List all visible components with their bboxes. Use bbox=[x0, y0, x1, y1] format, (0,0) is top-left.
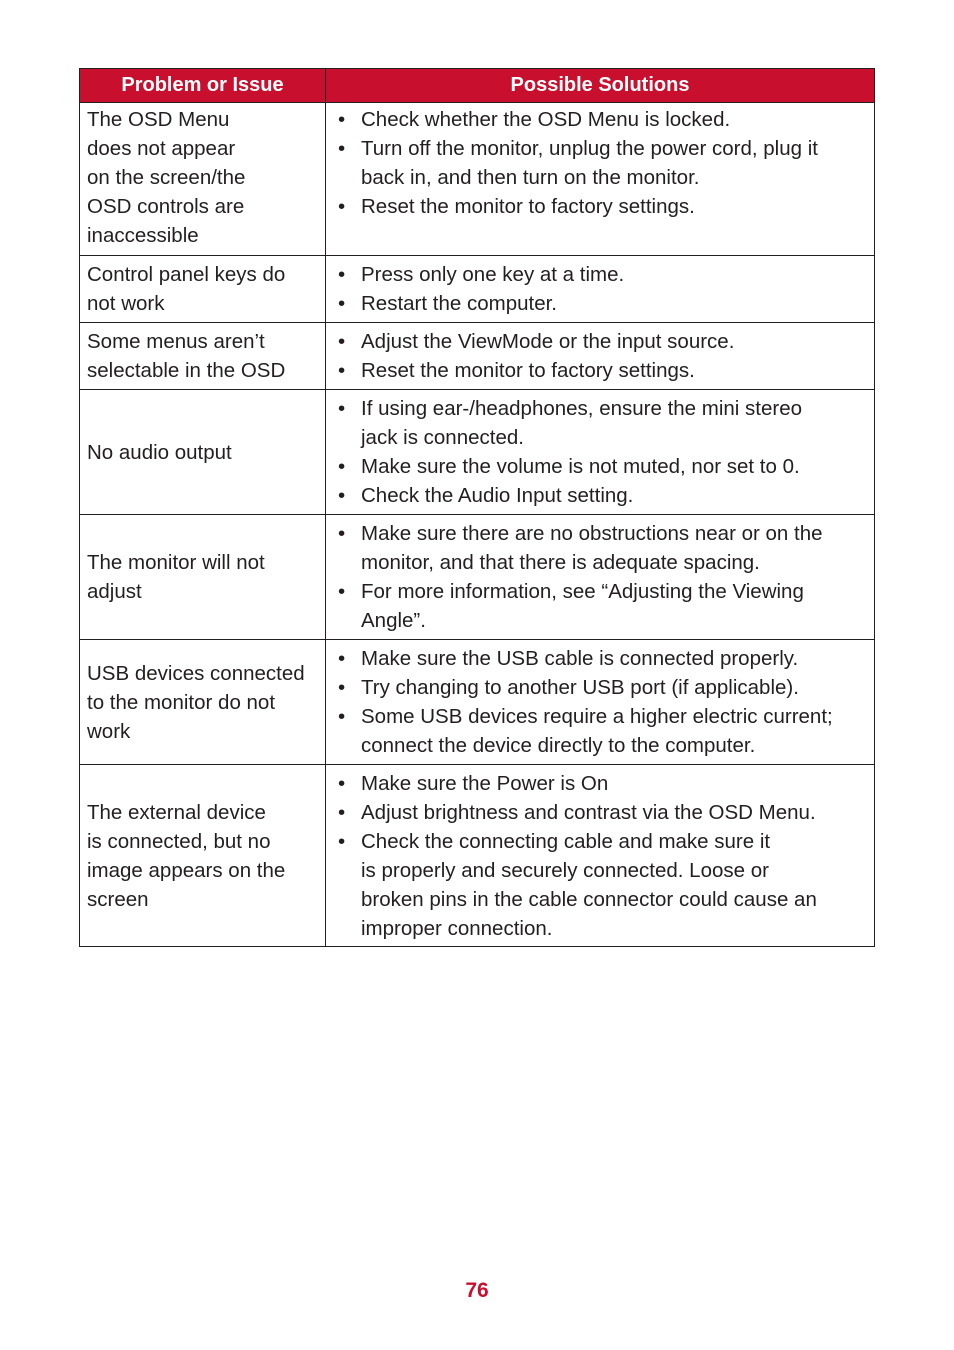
problem-text-line: on the screen/the bbox=[87, 166, 246, 189]
solution-list bbox=[338, 519, 868, 635]
problem-text-line: work bbox=[87, 719, 131, 743]
problem-text-line: USB devices connected bbox=[87, 661, 305, 685]
bullet-icon: • bbox=[338, 705, 346, 728]
problem-text-line: adjust bbox=[87, 580, 142, 603]
solution-text-line: jack is connected. bbox=[361, 426, 524, 449]
solution-text-line: monitor, and that there is adequate spacing. bbox=[361, 551, 760, 574]
table-row bbox=[80, 390, 875, 515]
bullet-icon: • bbox=[338, 359, 346, 382]
problem-text-line: does not appear bbox=[87, 137, 236, 160]
solution-item bbox=[338, 134, 868, 192]
bullet-icon: • bbox=[338, 455, 346, 478]
header-problem: Problem or Issue bbox=[80, 69, 326, 103]
solution-text-line: Make sure the volume is not muted, nor set to 0. bbox=[361, 455, 800, 478]
solution-text-line: Reset the monitor to factory settings. bbox=[361, 359, 695, 382]
solution-text-line: If using ear-/headphones, ensure the mini stereo bbox=[361, 397, 803, 420]
solution-text-line: Angle”. bbox=[361, 609, 426, 632]
solution-item bbox=[338, 394, 868, 452]
solution-text-line: Press only one key at a time. bbox=[361, 263, 625, 286]
problem-text-line: screen bbox=[87, 887, 149, 911]
bullet-icon: • bbox=[338, 292, 346, 315]
bullet-icon: • bbox=[338, 108, 346, 131]
bullet-icon: • bbox=[338, 263, 346, 286]
solution-text-line: Check whether the OSD Menu is locked. bbox=[361, 108, 731, 131]
problem-text-line: The OSD Menu bbox=[87, 108, 230, 131]
solution-list bbox=[338, 644, 868, 760]
header-solutions: Possible Solutions bbox=[326, 69, 875, 103]
table-row bbox=[80, 103, 875, 256]
bullet-icon: • bbox=[338, 484, 346, 507]
problem-cell bbox=[80, 765, 326, 947]
solution-item bbox=[338, 673, 868, 702]
problem-text-line: The monitor will not bbox=[87, 551, 265, 574]
solution-item bbox=[338, 327, 868, 356]
solution-item bbox=[338, 481, 868, 510]
problem-text-line: OSD controls are bbox=[87, 195, 245, 218]
solutions-cell bbox=[326, 390, 875, 515]
solution-item bbox=[338, 260, 868, 289]
solutions-cell bbox=[326, 640, 875, 765]
problem-cell bbox=[80, 256, 326, 323]
bullet-icon: • bbox=[338, 137, 346, 160]
solution-item bbox=[338, 702, 868, 760]
solution-item bbox=[338, 519, 868, 577]
solution-text-line: For more information, see “Adjusting the Viewing bbox=[361, 580, 804, 603]
problem-text-line: Control panel keys do bbox=[87, 263, 286, 286]
bullet-icon: • bbox=[338, 522, 346, 545]
problem-cell bbox=[80, 103, 326, 256]
solution-text-line: improper connection. bbox=[361, 916, 553, 940]
solutions-cell bbox=[326, 765, 875, 947]
solution-text-line: back in, and then turn on the monitor. bbox=[361, 166, 700, 189]
solution-text-line: Some USB devices require a higher electric current; bbox=[361, 705, 833, 728]
solutions-cell bbox=[326, 256, 875, 323]
solution-item bbox=[338, 827, 868, 943]
solution-text-line: Adjust brightness and contrast via the OSD Menu. bbox=[361, 800, 816, 824]
solution-text-line: Check the connecting cable and make sure it bbox=[361, 829, 771, 853]
solution-text-line: Try changing to another USB port (if applicable). bbox=[361, 676, 799, 699]
table-row bbox=[80, 256, 875, 323]
problem-cell bbox=[80, 323, 326, 390]
solution-list bbox=[338, 394, 868, 510]
solutions-cell bbox=[326, 323, 875, 390]
solution-text-line: Restart the computer. bbox=[361, 292, 557, 315]
solution-item bbox=[338, 452, 868, 481]
problem-text-line: is connected, but no bbox=[87, 829, 271, 853]
problem-text-line: image appears on the bbox=[87, 858, 286, 882]
solution-item bbox=[338, 577, 868, 635]
solution-text-line: broken pins in the cable connector could cause an bbox=[361, 887, 817, 911]
problem-text-line: selectable in the OSD bbox=[87, 359, 286, 382]
solution-text-line: Make sure the Power is On bbox=[361, 771, 609, 795]
solution-text-line: Turn off the monitor, unplug the power cord, plug it bbox=[361, 137, 818, 160]
solution-text-line: Adjust the ViewMode or the input source. bbox=[361, 330, 735, 353]
table-row bbox=[80, 640, 875, 765]
solutions-cell bbox=[326, 103, 875, 256]
solution-text-line: is properly and securely connected. Loose or bbox=[361, 858, 769, 882]
solution-list bbox=[338, 260, 868, 318]
bullet-icon: • bbox=[338, 829, 346, 853]
solution-text-line: connect the device directly to the computer. bbox=[361, 734, 756, 757]
solution-item bbox=[338, 192, 868, 221]
bullet-icon: • bbox=[338, 800, 346, 824]
bullet-icon: • bbox=[338, 397, 346, 420]
bullet-icon: • bbox=[338, 195, 346, 218]
solution-list bbox=[338, 105, 868, 221]
table-row bbox=[80, 765, 875, 947]
solutions-cell bbox=[326, 515, 875, 640]
bullet-icon: • bbox=[338, 330, 346, 353]
solution-list bbox=[338, 327, 868, 385]
problem-text-line: inaccessible bbox=[87, 224, 199, 247]
bullet-icon: • bbox=[338, 771, 346, 795]
problem-text-line: The external device bbox=[87, 800, 266, 824]
solution-item bbox=[338, 644, 868, 673]
problem-cell bbox=[80, 515, 326, 640]
solution-item bbox=[338, 289, 868, 318]
solution-text-line: Make sure there are no obstructions near or on the bbox=[361, 522, 823, 545]
solution-item bbox=[338, 105, 868, 134]
troubleshooting-table bbox=[79, 68, 875, 947]
solution-text-line: Make sure the USB cable is connected properly. bbox=[361, 647, 799, 670]
solution-item bbox=[338, 769, 868, 798]
problem-text-line: to the monitor do not bbox=[87, 690, 276, 714]
table-body bbox=[80, 103, 875, 947]
solution-text-line: Check the Audio Input setting. bbox=[361, 484, 634, 507]
problem-text-line: Some menus aren’t bbox=[87, 330, 265, 353]
problem-cell bbox=[80, 390, 326, 515]
solution-list bbox=[338, 769, 868, 943]
solution-item bbox=[338, 798, 868, 827]
table-header-row bbox=[80, 69, 875, 103]
problem-cell bbox=[80, 640, 326, 765]
problem-text-line: No audio output bbox=[87, 440, 232, 464]
bullet-icon: • bbox=[338, 647, 346, 670]
bullet-icon: • bbox=[338, 580, 346, 603]
table-row bbox=[80, 323, 875, 390]
problem-text-line: not work bbox=[87, 292, 165, 315]
solution-item bbox=[338, 356, 868, 385]
page-number: 76 bbox=[465, 1279, 489, 1302]
bullet-icon: • bbox=[338, 676, 346, 699]
solution-text-line: Reset the monitor to factory settings. bbox=[361, 195, 695, 218]
table-row bbox=[80, 515, 875, 640]
